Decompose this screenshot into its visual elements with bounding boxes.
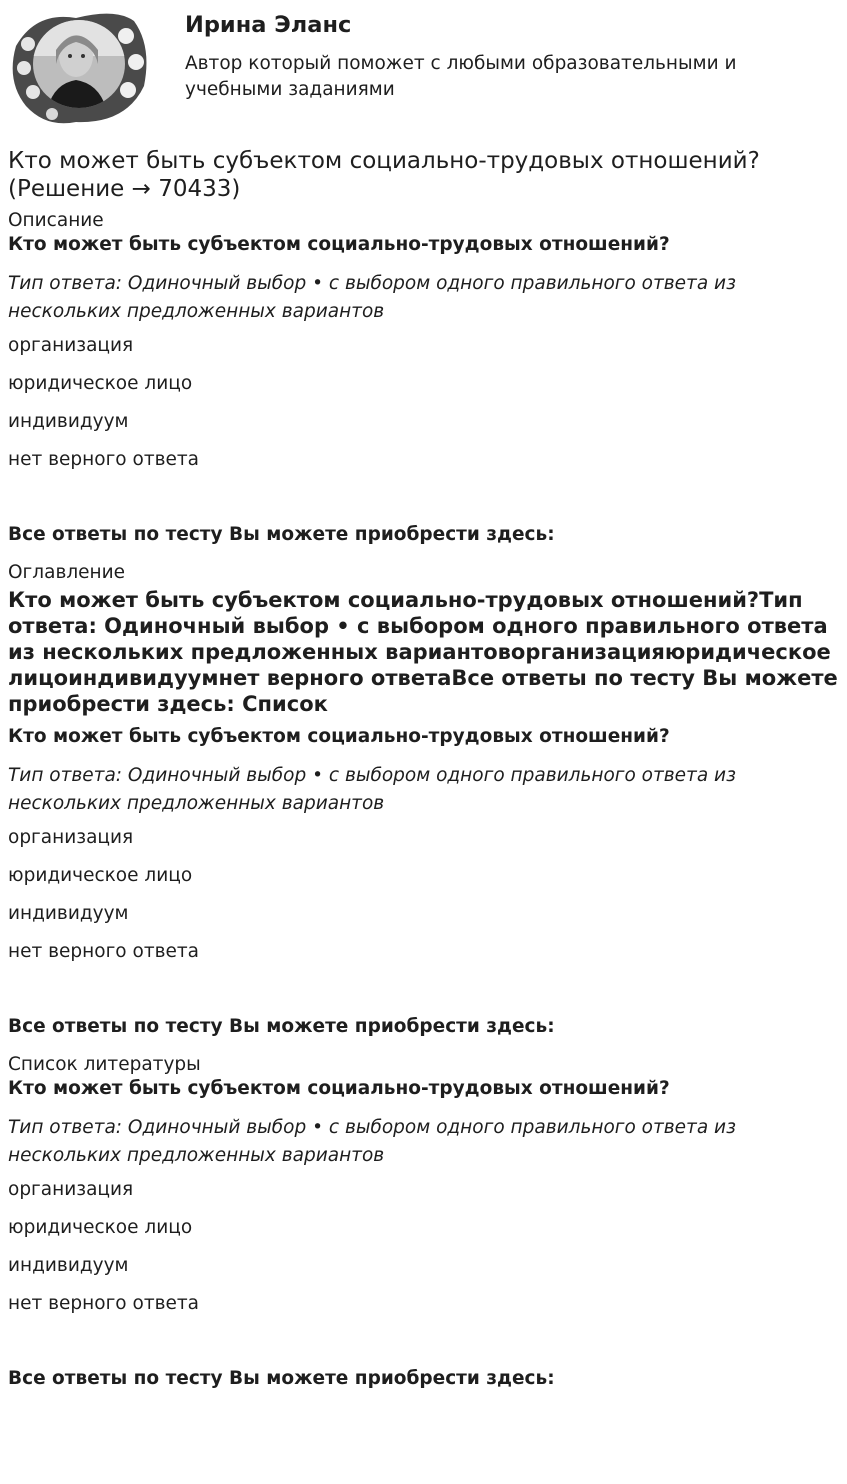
option-item: индивидуум <box>8 1255 129 1276</box>
description-section <box>8 211 839 545</box>
author-name[interactable]: Ирина Эланс <box>185 12 352 38</box>
option-item: нет верного ответа <box>8 941 199 962</box>
toc-text: Кто может быть субъектом социально-трудовых отношений?Тип ответа: Одиночный выбор • с выбором одного правильного ответа из нескольких предложенных вариантоворганизацияюридическое лицоиндивидуумнет верного ответаВсе ответы по тесту Вы можете приобрести здесь: Список <box>8 588 838 716</box>
answer-type: Тип ответа: Одиночный выбор • с выбором одного правильного ответа из нескольких предложенных вариантов <box>8 273 736 322</box>
question-text: Кто может быть субъектом социально-трудовых отношений? <box>8 1078 670 1099</box>
section-label-toc: Оглавление <box>8 562 126 583</box>
option-item: организация <box>8 335 134 356</box>
buy-answers-text: Все ответы по тесту Вы можете приобрести здесь: <box>8 1016 555 1037</box>
question-text: Кто может быть субъектом социально-трудовых отношений? <box>8 726 670 747</box>
buy-answers-text: Все ответы по тесту Вы можете приобрести здесь: <box>8 524 555 545</box>
option-item: организация <box>8 1179 134 1200</box>
option-item: юридическое лицо <box>8 865 193 886</box>
toc-section <box>8 563 839 1037</box>
option-item: индивидуум <box>8 411 129 432</box>
option-item: нет верного ответа <box>8 1293 199 1314</box>
buy-answers-text: Все ответы по тесту Вы можете приобрести здесь: <box>8 1368 555 1389</box>
author-description: Автор который поможет с любыми образовательными и учебными заданиями <box>185 53 737 100</box>
question-text: Кто может быть субъектом социально-трудовых отношений? <box>8 234 670 255</box>
option-item: юридическое лицо <box>8 373 193 394</box>
section-label-literature: Список литературы <box>8 1054 201 1075</box>
answer-type: Тип ответа: Одиночный выбор • с выбором одного правильного ответа из нескольких предложенных вариантов <box>8 765 736 814</box>
author-card <box>0 0 847 137</box>
section-label-description: Описание <box>8 210 104 231</box>
answer-type: Тип ответа: Одиночный выбор • с выбором одного правильного ответа из нескольких предложенных вариантов <box>8 1117 736 1166</box>
page-title: Кто может быть субъектом социально-трудовых отношений? (Решение → 70433) <box>8 148 760 202</box>
option-item: организация <box>8 827 134 848</box>
option-item: нет верного ответа <box>8 449 199 470</box>
literature-section <box>8 1055 839 1389</box>
author-avatar <box>6 6 152 128</box>
option-item: индивидуум <box>8 903 129 924</box>
option-item: юридическое лицо <box>8 1217 193 1238</box>
